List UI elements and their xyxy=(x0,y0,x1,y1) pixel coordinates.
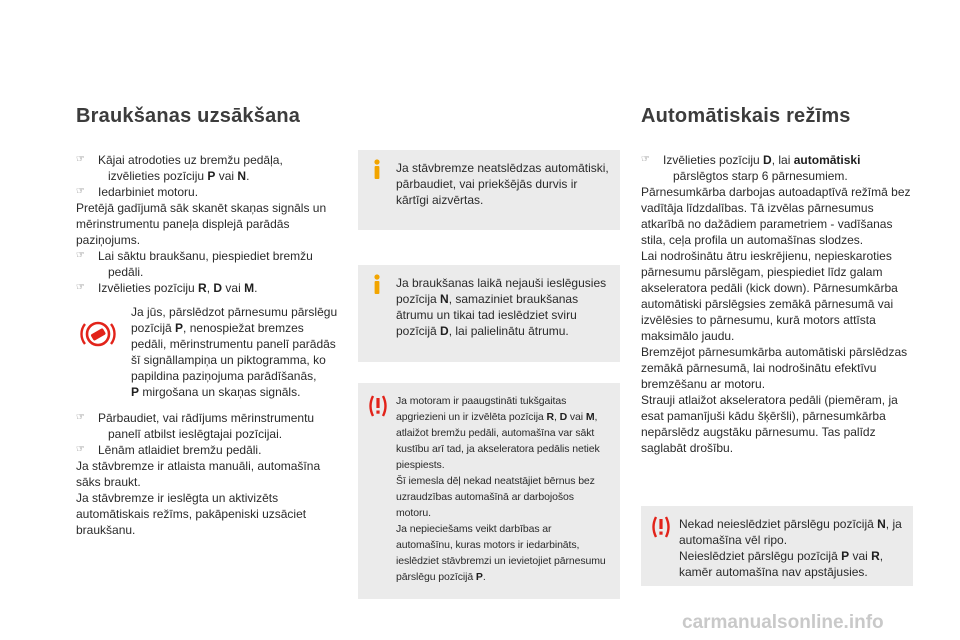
bullet-item: ☞ Lai sāktu braukšanu, piespiediet bremžu pedāli. xyxy=(76,249,313,279)
bullet-arrow-icon: ☞ xyxy=(76,186,85,197)
paragraph: Ja stāvbremze ir ieslēgta un aktivizēts automātiskais režīms, pakāpeniski uzsāciet braukšanu. xyxy=(76,491,307,537)
info-icon xyxy=(367,158,387,180)
right-heading: Automātiskais režīms xyxy=(641,105,851,127)
warning-box-neutral-rolling: Nekad neieslēdziet pārslēgu pozīcijā N, ja automašīna vēl ripo. Neieslēdziet pārslēgu pozīcijā P vai R, kamēr automašīna nav apstājusies. xyxy=(641,506,913,586)
info-icon xyxy=(367,273,387,295)
bullet-arrow-icon: ☞ xyxy=(641,154,650,165)
bullet-item: ☞ Izvēlieties pozīciju D, lai automātiski pārslēgtos starp 6 pārnesumiem. xyxy=(641,153,861,183)
left-column xyxy=(76,152,338,538)
warning-icon xyxy=(367,395,389,417)
warning-box-idle: Ja motoram ir paaugstināti tukšgaitas apgriezieni un ir izvēlēta pozīcija R, D vai M, atlaižot bremžu pedāli, automašīna var sākt kustību arī tad, ja akseleratora pedālis netiek piespiests. Šī iemesla dēļ nekad neatstājiet bērnus bez uzraudzības automašīnā ar darbojošos motoru. Ja nepieciešams veikt darbības ar automašīnu, kuras motors ir iedarbināts, ieslēdziet stāvbremzi un ievietojiet pārnesumu pārslēgu pozīcijā P. xyxy=(358,383,620,599)
paragraph: Ja stāvbremze ir atlaista manuāli, automašīna sāks braukt. xyxy=(76,459,321,489)
bullet-arrow-icon: ☞ xyxy=(76,444,85,455)
left-heading: Braukšanas uzsākšana xyxy=(76,105,301,127)
info-box-parking-brake: Ja stāvbremze neatslēdzas automātiski, pārbaudiet, vai priekšējās durvis ir kārtīgi aizvērtas. xyxy=(358,150,620,230)
bullet-item: ☞ Kājai atrodoties uz bremžu pedāļa, izvēlieties pozīciju P vai N. xyxy=(76,153,283,183)
paragraph: Lai nodrošinātu ātru ieskrējienu, nepieskaroties pārnesumu pārslēgam, piespiediet līdz galam akseleratora pedāli (kick down). Pārnesumkārba automātiski pārslēgsies zemākā pārnesumā vai izvēlēsies to pārnesumu, kurā motors attīsta maksimālo jaudu. xyxy=(641,249,898,343)
bullet-arrow-icon: ☞ xyxy=(76,154,85,165)
paragraph: Pārnesumkārba darbojas autoadaptīvā režīmā bez vadītāja līdzdalības. Tā izvēlas pārnesumus atkarībā no dažādiem parametriem - vadīšanas stila, ceļa profila un automašīnas slodzes. xyxy=(641,185,911,247)
right-column xyxy=(641,152,913,456)
bullet-item: ☞ Pārbaudiet, vai rādījums mērinstrumentu panelī atbilst ieslēgtajai pozīcijai. xyxy=(76,411,315,441)
brake-warning-block: Ja jūs, pārslēdzot pārnesumu pārslēgu pozīcijā P, nenospiežat bremzes pedāli, mērinstrumentu panelī parādās šī signāllampiņa un piktogramma, ko papildina paziņojuma parādīšanās, P mirgošana un skaņas signāls. xyxy=(76,304,338,400)
bullet-arrow-icon: ☞ xyxy=(76,250,85,261)
bullet-item: ☞ Lēnām atlaidiet bremžu pedāli. xyxy=(76,443,262,457)
paragraph: Bremzējot pārnesumkārba automātiski pārslēdzas zemākā pārnesumā, lai nodrošinātu efektīvu bremzēšanu ar motoru. xyxy=(641,345,908,391)
watermark: carmanualsonline.info xyxy=(682,612,884,633)
paragraph: Pretējā gadījumā sāk skanēt skaņas signāls un mērinstrumentu paneļa displejā parādās paziņojums. xyxy=(76,201,327,247)
bullet-item: ☞ Izvēlieties pozīciju R, D vai M. xyxy=(76,281,258,295)
bullet-arrow-icon: ☞ xyxy=(76,282,85,293)
warning-icon xyxy=(650,516,672,538)
brake-pedal-warning-icon xyxy=(80,318,116,350)
info-box-neutral: Ja braukšanas laikā nejauši ieslēgusies pozīcija N, samaziniet braukšanas ātrumu un tikai tad ieslēdziet sviru pozīcijā D, lai palielinātu ātrumu. xyxy=(358,265,620,362)
bullet-arrow-icon: ☞ xyxy=(76,412,85,423)
bullet-item: ☞ Iedarbiniet motoru. xyxy=(76,185,199,199)
paragraph: Strauji atlaižot akseleratora pedāli (piemēram, ja esat pamanījuši kādu šķēršli), pārnesumkārba nepārslēdz augstāku pārnesumu. Tas palīdz saglabāt drošību. xyxy=(641,393,898,455)
